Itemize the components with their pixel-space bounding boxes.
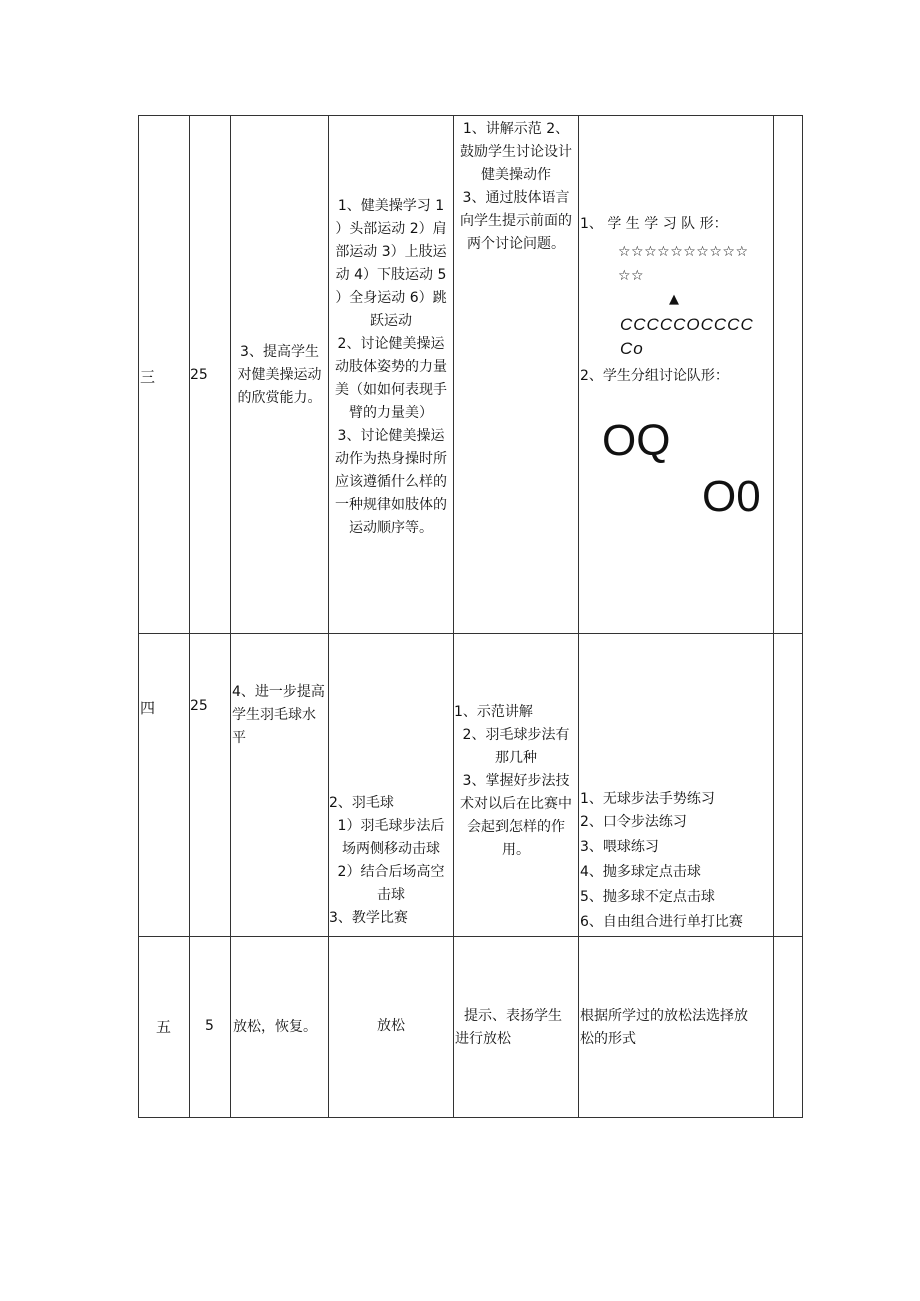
teacher-line: 1、示范讲解 (454, 704, 533, 720)
star-row: ☆☆☆☆☆☆☆☆☆☆ (618, 244, 749, 260)
row-teacher (455, 1005, 562, 1051)
content-line: 1）羽毛球步法后 (337, 818, 445, 834)
column-divider (578, 115, 579, 1118)
goal-line: 的欣赏能力。 (237, 390, 322, 406)
goal-line: 学生羽毛球水 (232, 707, 316, 723)
row-content (329, 195, 453, 540)
row-goal (233, 1016, 317, 1039)
student-line: 3、喂球练习 (580, 839, 659, 855)
row-student (580, 788, 743, 934)
content-line: ）全身运动 6）跳 (335, 290, 447, 306)
content-line: ）头部运动 2）肩 (335, 221, 447, 237)
row-seq: 四 (140, 699, 156, 717)
row-divider (138, 936, 803, 937)
teacher-line: 进行放松 (455, 1031, 511, 1047)
teacher-line: 3、通过肢体语言 (462, 190, 570, 206)
teacher-line: 向学生提示前面的 (460, 213, 572, 229)
group-formation-b: O0 (702, 472, 761, 521)
column-divider (230, 115, 231, 1118)
column-divider (189, 115, 190, 1118)
student-line: 松的形式 (580, 1031, 636, 1047)
content-line: 美（如如何表现手 (335, 382, 447, 398)
content-line: 动 4）下肢运动 5 (335, 267, 447, 283)
content-line: 动作为热身操时所 (335, 451, 447, 467)
content-line: 3、讨论健美操运 (337, 428, 445, 444)
content-line: 运动顺序等。 (349, 520, 433, 536)
goal-line: 4、进一步提高 (232, 684, 325, 700)
teacher-line: 鼓励学生讨论设计 (460, 144, 572, 160)
content-line: 2、讨论健美操运 (337, 336, 445, 352)
group-formation-a: OQ (602, 416, 671, 465)
row-time: 25 (190, 367, 208, 383)
student-line: 2、口令步法练习 (580, 814, 687, 830)
teacher-line: 提示、表扬学生 (464, 1008, 562, 1024)
teacher-line: 1、讲解示范 2、 (462, 121, 570, 137)
row-goal (232, 681, 325, 750)
goal-line: 3、提高学生 (240, 344, 319, 360)
content-line: 击球 (377, 887, 405, 903)
content-line: 跃运动 (370, 313, 412, 329)
group-label: 2、学生分组讨论队形： (580, 368, 729, 384)
student-line: 根据所学过的放松法选择放 (580, 1008, 748, 1024)
star-row: ☆☆ (618, 268, 645, 284)
row-seq: 五 (156, 1018, 172, 1036)
column-divider (453, 115, 454, 1118)
row-content (329, 1015, 453, 1038)
row-teacher (454, 701, 578, 862)
row-goal (231, 341, 328, 410)
lesson-table (138, 115, 803, 1118)
circle-row: Co (620, 339, 644, 358)
row-time: 25 (190, 698, 208, 714)
content-line: 动肢体姿势的力量 (335, 359, 447, 375)
content-line: 1、健美操学习 1 (337, 198, 445, 214)
goal-line: 对健美操运动 (237, 367, 322, 383)
teacher-line: 3、掌握好步法技 (462, 773, 570, 789)
row-seq: 三 (140, 368, 156, 386)
content-line: 一种规律如肢体的 (335, 497, 447, 513)
teacher-line: 两个讨论问题。 (467, 236, 565, 252)
goal-line: 平 (232, 730, 246, 746)
teacher-line: 健美操动作 (481, 167, 551, 183)
content-line: 2）结合后场高空 (337, 864, 445, 880)
goal-line: 放松，恢复。 (233, 1019, 317, 1035)
row-time: 5 (205, 1018, 214, 1034)
content-line: 2、羽毛球 (329, 795, 394, 811)
teacher-line: 2、羽毛球步法有 (462, 727, 570, 743)
content-line: 3、教学比赛 (329, 910, 408, 926)
content-line: 应该遵循什么样的 (335, 474, 447, 490)
content-line: 放松 (377, 1018, 405, 1034)
teacher-line: 术对以后在比赛中 (460, 796, 572, 812)
row-student (580, 1005, 748, 1051)
formation-label: 1、 学 生 学 习 队 形： (580, 216, 728, 232)
circle-row: CCCCCOCCCC (620, 315, 754, 334)
teacher-line: 会起到怎样的作 (467, 819, 565, 835)
student-line: 1、无球步法手势练习 (580, 791, 715, 807)
column-divider (773, 115, 774, 1118)
row-teacher (454, 118, 578, 256)
content-line: 场两侧移动击球 (342, 841, 440, 857)
row-content (329, 792, 453, 930)
teacher-line: 那几种 (495, 750, 537, 766)
content-line: 部运动 3）上肢运 (335, 244, 447, 260)
row-divider (138, 633, 803, 634)
student-line: 6、自由组合进行单打比赛 (580, 914, 743, 930)
student-line: 5、抛多球不定点击球 (580, 889, 715, 905)
content-line: 臂的力量美） (349, 405, 433, 421)
student-line: 4、抛多球定点击球 (580, 864, 701, 880)
teacher-line: 用。 (502, 842, 530, 858)
teacher-triangle-icon: ▲ (669, 292, 679, 307)
